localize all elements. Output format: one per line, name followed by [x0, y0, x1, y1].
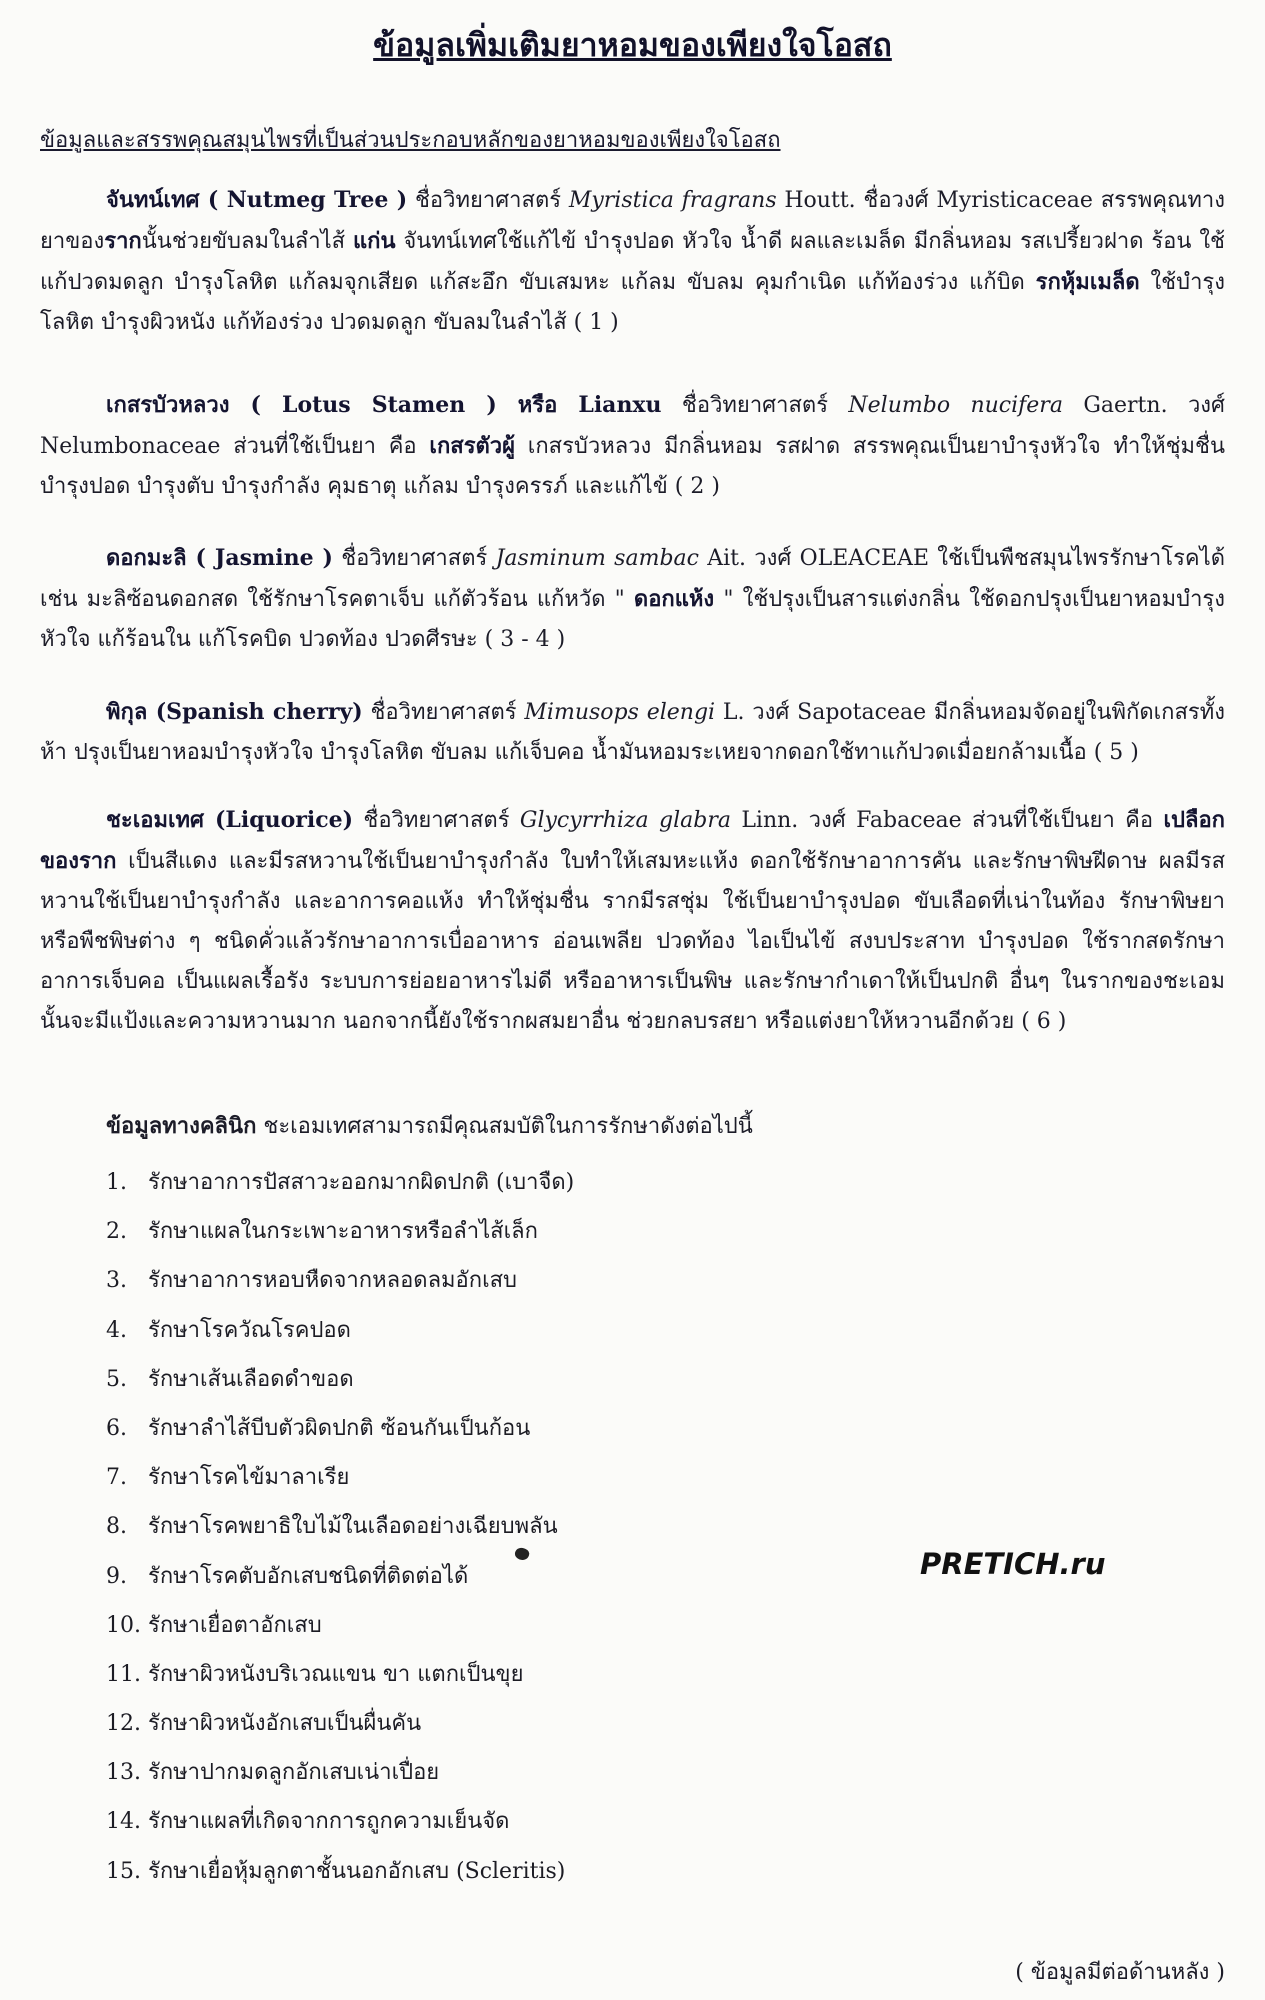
item-text: รักษาโรคไข้มาลาเรีย — [148, 1465, 350, 1491]
clinical-heading — [106, 1108, 753, 1143]
document-page — [40, 0, 1225, 2000]
herb-text: L. วงศ์ Sapotaceae มีกลิ่นหอมจัดอยู่ในพิกัดเกสรทั้งห้า ปรุงเป็นยาหอมบำรุงหัวใจ บำรุงโลหิต ขับลม แก้เจ็บคอ น้ำมันหอมระเหยจากดอกใช้ทาแก้ปวดเมื่อยกล้ามเนื้อ ( 5 ) — [40, 700, 1225, 765]
sci-name: Mimusops elengi — [524, 700, 716, 725]
item-number: 14. — [106, 1809, 141, 1835]
item-number: 8. — [106, 1514, 127, 1540]
herb-text: เป็นสีแดง และมีรสหวานใช้เป็นยาบำรุงกำลัง ใบทำให้เสมหะแห้ง ดอกใช้รักษาอาการคัน และรักษาพิษฝีดาษ ผลมีรสหวานใช้เป็นยาบำรุงกำลัง และอาการคอแห้ง ทำให้ชุ่มชื่น รากมีรสชุ่ม ใช้เป็นยาบำรุงปอด ขับเลือดที่เน่าในท้อง รักษาพิษยาหรือพืชพิษต่าง ๆ ชนิดคั่วแล้วรักษาอาการเบื่ออาหาร อ่อนเพลีย ปวดท้อง ไอเป็นไข้ สงบประสาท บำรุงปอด ใช้รากสดรักษาอาการเจ็บคอ เป็นแผลเรื้อรัง ระบบการย่อยอาหารไม่ดี หรืออาหารเป็นพิษ และรักษากำเดาให้เป็นปกติ อื่นๆ ในรากของชะเอมนั้นจะมีแป้งและความหวานมาก นอกจากนี้ยังใช้รากผสมยาอื่น ช่วยกลบรสยา หรือแต่งยาให้หวานอีกด้วย ( 6 ) — [40, 849, 1225, 1034]
list-item — [106, 1657, 574, 1706]
page-subtitle: ข้อมูลและสรรพคุณสมุนไพรที่เป็นส่วนประกอบหลักของยาหอมของเพียงใจโอสถ — [40, 128, 781, 153]
list-item — [106, 1706, 574, 1755]
herb-text: เกสรบัวหลวง มีกลิ่นหอม รสฝาด สรรพคุณเป็นยาบำรุงหัวใจ ทำให้ชุ่มชื่น บำรุงปอด บำรุงตับ บำรุงกำลัง คุมธาตุ แก้ลม บำรุงครรภ์ และแก้ไข้ ( 2 ) — [40, 434, 1226, 499]
list-item — [106, 1509, 574, 1558]
item-text: รักษาแผลในกระเพาะอาหารหรือลำไส้เล็ก — [148, 1219, 538, 1245]
item-text: รักษาแผลที่เกิดจากการถูกความเย็นจัด — [148, 1809, 510, 1835]
herb-bold: รกหุ้มเมล็ด — [1035, 269, 1140, 295]
herb-name: พิกุล (Spanish cherry) — [106, 699, 363, 725]
list-item — [106, 1608, 574, 1657]
item-text: รักษาอาการปัสสาวะออกมากผิดปกติ (เบาจืด) — [148, 1170, 575, 1195]
sci-prefix: ชื่อวิทยาศาสตร์ — [661, 393, 849, 418]
item-number: 10. — [106, 1612, 141, 1638]
sci-prefix: ชื่อวิทยาศาสตร์ — [332, 546, 496, 571]
item-number: 2. — [106, 1219, 127, 1245]
herb-paragraph-lotus — [40, 385, 1225, 507]
herb-paragraph-jasmine — [40, 538, 1225, 660]
herb-bold: ดอกแห้ง — [633, 586, 715, 612]
item-number: 1. — [106, 1170, 127, 1195]
list-item — [106, 1313, 574, 1362]
herb-bold: ราก — [104, 228, 142, 254]
sci-name: Nelumbo nucifera — [848, 393, 1063, 418]
item-text: รักษาผิวหนังอักเสบเป็นผื่นคัน — [148, 1711, 422, 1737]
list-item — [106, 1804, 574, 1853]
continued-note: ( ข้อมูลมีต่อด้านหลัง ) — [1015, 1960, 1225, 1985]
watermark: PRETICH.ru — [920, 1547, 1106, 1581]
herb-text: Houtt. ชื่อวงศ์ Myristicaceae สรรพคุณทางยาของ — [40, 188, 1225, 254]
sci-name: Jasminum sambac — [495, 546, 699, 571]
list-item — [106, 1854, 574, 1903]
item-text: รักษาปากมดลูกอักเสบเน่าเปื่อย — [148, 1760, 440, 1786]
sci-name: Myristica fragrans — [568, 188, 777, 213]
herb-text: Ait. วงศ์ OLEACEAE ใช้เป็นพืชสมุนไพรรักษาโรคได้ เช่น มะลิซ้อนดอกสด ใช้รักษาโรคตาเจ็บ แก้ตัวร้อน แก้หวัด " — [40, 546, 1225, 612]
list-item — [106, 1214, 574, 1263]
clinical-label: ข้อมูลทางคลินิก — [106, 1113, 257, 1139]
herb-text: " ใช้ปรุงเป็นสารแต่งกลิ่น ใช้ดอกปรุงเป็นยาหอมบำรุงหัวใจ แก้ร้อนใน แก้โรคบิด ปวดท้อง ปวดศีรษะ ( 3 - 4 ) — [40, 587, 1225, 652]
clinical-text: ชะเอมเทศสามารถมีคุณสมบัติในการรักษาดังต่อไปนี้ — [256, 1114, 753, 1139]
list-item — [106, 1165, 574, 1214]
item-number: 9. — [106, 1563, 127, 1589]
item-text: รักษาโรคพยาธิใบไม้ในเลือดอย่างเฉียบพลัน — [148, 1514, 558, 1540]
herb-text: นั้นช่วยขับลมในลำไส้ — [141, 229, 353, 254]
herb-name: เกสรบัวหลวง ( Lotus Stamen ) หรือ Lianxu — [106, 392, 662, 418]
item-number: 5. — [106, 1366, 127, 1392]
herb-paragraph-nutmeg — [40, 180, 1225, 343]
clinical-list — [106, 1165, 574, 1903]
herb-name: ดอกมะลิ ( Jasmine ) — [106, 545, 333, 571]
herb-text: จันทน์เทศใช้แก้ไข้ บำรุงปอด หัวใจ น้ำดี ผลและเมล็ด มีกลิ่นหอม รสเปรี้ยวฝาด ร้อน ใช้แก้ปวดมดลูก บำรุงโลหิต แก้ลมจุกเสียด แก้สะอึก ขับเสมหะ แก้ลม ขับลม คุมกำเนิด แก้ท้องร่วง แก้บิด — [40, 229, 1225, 295]
item-number: 7. — [106, 1465, 127, 1491]
item-text: รักษาเส้นเลือดดำขอด — [148, 1366, 354, 1392]
list-item — [106, 1263, 574, 1312]
item-number: 11. — [106, 1661, 141, 1687]
item-text: รักษาลำไส้บีบตัวผิดปกติ ซ้อนกันเป็นก้อน — [148, 1415, 531, 1441]
sci-prefix: ชื่อวิทยาศาสตร์ — [353, 808, 520, 833]
item-number: 4. — [106, 1317, 127, 1343]
item-text: รักษาโรคตับอักเสบชนิดที่ติดต่อได้ — [148, 1563, 469, 1589]
item-text: รักษาอาการหอบหืดจากหลอดลมอักเสบ — [148, 1268, 517, 1294]
list-item — [106, 1411, 574, 1460]
list-item — [106, 1362, 574, 1411]
herb-text: Linn. วงศ์ Fabaceae ส่วนที่ใช้เป็นยา คือ — [730, 808, 1164, 833]
list-item — [106, 1460, 574, 1509]
item-number: 12. — [106, 1711, 141, 1737]
herb-text: ใช้บำรุงโลหิต บำรุงผิวหนัง แก้ท้องร่วง ปวดมดลูก ขับลมในลำไส้ ( 1 ) — [40, 270, 1225, 335]
item-number: 15. — [106, 1858, 141, 1884]
list-item — [106, 1559, 574, 1608]
herb-paragraph-liquorice — [40, 800, 1225, 1042]
item-text: รักษาเยื่อหุ้มลูกตาชั้นนอกอักเสบ (Scleritis) — [148, 1858, 566, 1884]
item-number: 6. — [106, 1415, 127, 1441]
herb-text: Gaertn. วงศ์ Nelumbonaceae ส่วนที่ใช้เป็นยา คือ — [40, 393, 1225, 459]
item-text: รักษาเยื่อตาอักเสบ — [148, 1612, 322, 1638]
sci-prefix: ชื่อวิทยาศาสตร์ — [407, 188, 569, 213]
herb-name: ชะเอมเทศ (Liquorice) — [106, 807, 354, 833]
sci-prefix: ชื่อวิทยาศาสตร์ — [362, 700, 525, 725]
sci-name: Glycyrrhiza glabra — [519, 808, 731, 833]
herb-bold: เกสรตัวผู้ — [429, 433, 516, 459]
item-text: รักษาโรควัณโรคปอด — [148, 1317, 351, 1343]
herb-paragraph-spanish-cherry — [40, 692, 1225, 773]
item-text: รักษาผิวหนังบริเวณแขน ขา แตกเป็นขุย — [148, 1661, 524, 1687]
item-number: 3. — [106, 1268, 127, 1294]
page-title: ข้อมูลเพิ่มเติมยาหอมของเพียงใจโอสถ — [373, 26, 892, 64]
item-number: 13. — [106, 1760, 141, 1786]
herb-name: จันทน์เทศ ( Nutmeg Tree ) — [106, 187, 408, 213]
list-item — [106, 1755, 574, 1804]
herb-bold: แก่น — [352, 228, 396, 254]
herb-bold: เปลือกของราก — [40, 807, 1225, 874]
